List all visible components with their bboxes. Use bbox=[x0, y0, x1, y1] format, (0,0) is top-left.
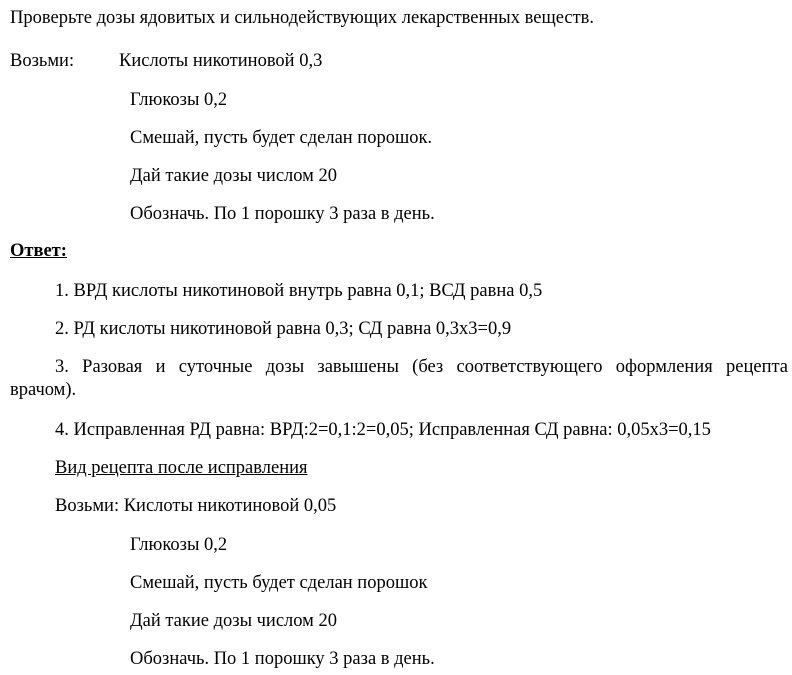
answer-item bbox=[10, 355, 788, 379]
answer-item: 4. Исправленная РД равна: ВРД:2=0,1:2=0,05; Исправленная СД равна: 0,05х3=0,15 bbox=[55, 420, 711, 440]
recipe-line: Дай такие дозы числом 20 bbox=[130, 166, 338, 186]
answer-heading: Ответ: bbox=[10, 241, 67, 261]
recipe-first-ingredient: Кислоты никотиновой 0,3 bbox=[119, 51, 323, 71]
recipe-line: Глюкозы 0,2 bbox=[130, 90, 228, 110]
answer-item-continuation: врачом). bbox=[10, 380, 77, 400]
recipe-line: Смешай, пусть будет сделан порошок. bbox=[130, 128, 433, 148]
recipe-line: Обозначь. По 1 порошку 3 раза в день. bbox=[130, 204, 435, 224]
corrected-line: Обозначь. По 1 порошку 3 раза в день. bbox=[130, 649, 435, 669]
task-title: Проверьте дозы ядовитых и сильнодействующих лекарственных веществ. bbox=[10, 8, 595, 28]
corrected-line: Смешай, пусть будет сделан порошок bbox=[130, 573, 428, 593]
recipe-label: Возьми: bbox=[10, 51, 75, 71]
answer-item-text: 3. Разовая и суточные дозы завышены (без соответствующего оформления рецепта bbox=[55, 357, 788, 377]
answer-item: 2. РД кислоты никотиновой равна 0,3; СД равна 0,3х3=0,9 bbox=[55, 319, 512, 339]
corrected-line: Дай такие дозы числом 20 bbox=[130, 611, 338, 631]
corrected-first-line: Возьми: Кислоты никотиновой 0,05 bbox=[55, 496, 337, 516]
answer-item: 1. ВРД кислоты никотиновой внутрь равна 0,1; ВСД равна 0,5 bbox=[55, 281, 543, 301]
corrected-heading: Вид рецепта после исправления bbox=[55, 458, 308, 478]
corrected-line: Глюкозы 0,2 bbox=[130, 535, 228, 555]
